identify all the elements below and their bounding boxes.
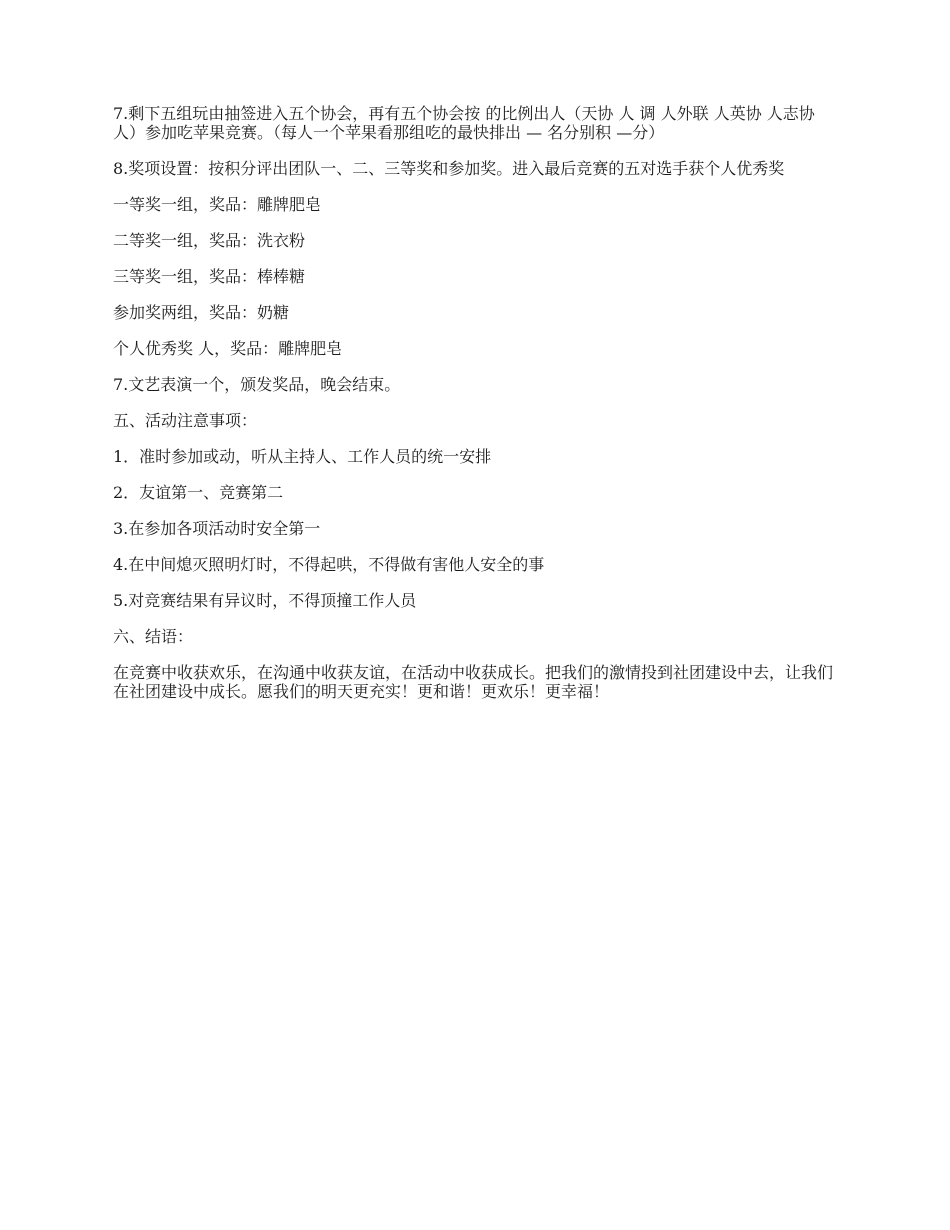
note-item-4: 4.在中间熄灭照明灯时，不得起哄，不得做有害他人安全的事 bbox=[113, 555, 545, 574]
paragraph-third-prize: 三等奖一组，奖品：棒棒糖 bbox=[113, 267, 306, 286]
note-item-2: 2．友谊第一、竞赛第二 bbox=[113, 483, 284, 502]
section-heading-notes: 五、活动注意事项： bbox=[113, 411, 258, 430]
paragraph-second-prize: 二等奖一组，奖品：洗衣粉 bbox=[113, 231, 306, 250]
paragraph-individual-prize: 个人优秀奖 人，奖品：雕牌肥皂 bbox=[113, 339, 343, 358]
paragraph-performance: 7.文艺表演一个，颁发奖品，晚会结束。 bbox=[113, 375, 401, 394]
note-item-5: 5.对竞赛结果有异议时，不得顶撞工作人员 bbox=[113, 591, 417, 610]
paragraph-participation-prize: 参加奖两组，奖品：奶糖 bbox=[113, 303, 290, 322]
section-heading-conclusion: 六、结语： bbox=[113, 627, 194, 646]
paragraph-first-prize: 一等奖一组，奖品：雕牌肥皂 bbox=[113, 195, 322, 214]
paragraph-apple-contest: 7.剩下五组玩由抽签进入五个协会，再有五个协会按 的比例出人（天协 人 调 人外联 人英协 人志协 人）参加吃苹果竞赛。（每人一个苹果看那组吃的最快排出 — 名分别积 —分） bbox=[113, 104, 815, 142]
paragraph-conclusion: 在竞赛中收获欢乐，在沟通中收获友谊，在活动中收获成长。把我们的激情投到社团建设中去，让我们在社团建设中成长。愿我们的明天更充实！更和谐！更欢乐！更幸福！ bbox=[113, 663, 834, 701]
document-page bbox=[113, 104, 843, 718]
note-item-1: 1．准时参加或动，听从主持人、工作人员的统一安排 bbox=[113, 447, 492, 466]
note-item-3: 3.在参加各项活动时安全第一 bbox=[113, 519, 321, 538]
paragraph-award-settings: 8.奖项设置：按积分评出团队一、二、三等奖和参加奖。进入最后竞赛的五对选手获个人优秀奖 bbox=[113, 159, 785, 178]
